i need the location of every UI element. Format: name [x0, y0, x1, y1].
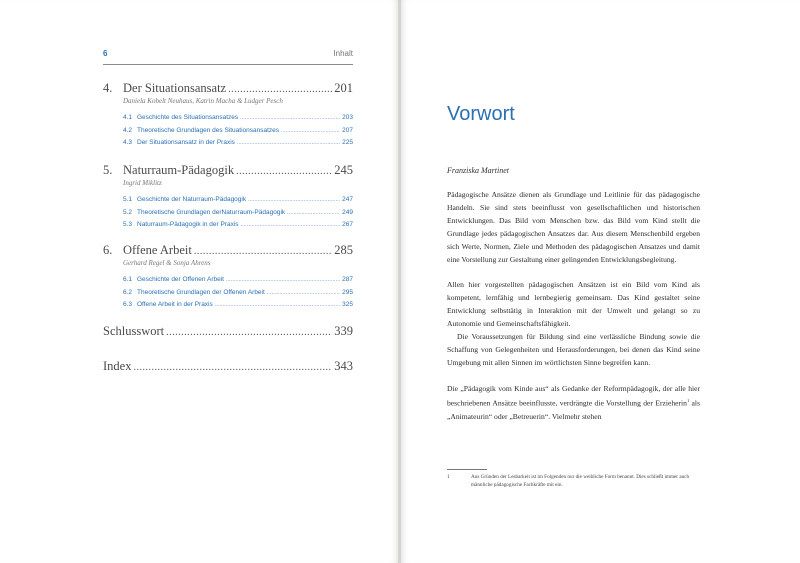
body-text: [447, 189, 700, 424]
chapter-page: 245: [334, 163, 353, 177]
page-number: 6: [103, 49, 108, 58]
toc-subsection[interactable]: [123, 137, 353, 150]
footnote-rule: [447, 469, 487, 470]
subsection-number: 4.3: [123, 139, 133, 146]
subsection-page: 203: [342, 114, 353, 121]
paragraph: Die Voraussetzungen für Bildung sind eine verlässliche Bindung sowie die Schaffung von Gelegenheiten und Herausforderungen, bei denen das Kind seine Umgebung mit allen Sinnen im wörtlichsten Sinne begreifen kann.: [447, 331, 700, 367]
toc-subsection[interactable]: [123, 125, 353, 138]
leader-dots: [133, 360, 332, 375]
footnote-reference[interactable]: 1: [686, 398, 690, 404]
subsection-title: Naturraum-Pädagogik in der Praxis: [137, 221, 239, 228]
footnote-number: 1: [447, 474, 450, 480]
toc-chapter-5: [103, 163, 353, 232]
toc-subsection[interactable]: [123, 274, 353, 287]
leader-dots: [267, 288, 340, 300]
subsection-page: 325: [342, 301, 353, 308]
toc-subsection[interactable]: [123, 207, 353, 220]
subsection-number: 4.2: [123, 126, 133, 134]
toc-chapter-4: [103, 81, 353, 150]
subsection-page: 247: [342, 196, 353, 203]
leader-dots: [241, 220, 341, 232]
footnote: [447, 473, 700, 489]
subsection-list: [103, 112, 353, 150]
chapter-page: 285: [334, 243, 353, 257]
entry-page: 343: [334, 359, 353, 373]
subsection-title: Geschichte des Situationsansatzes: [137, 114, 239, 121]
toc-subsection[interactable]: [123, 112, 353, 125]
leader-dots: [194, 244, 332, 259]
subsection-title: Offene Arbeit in der Praxis: [137, 301, 213, 308]
toc-end-entry[interactable]: [103, 324, 353, 340]
toc-chapter-entry[interactable]: [103, 81, 353, 97]
header-rule: [103, 64, 353, 65]
toc-end-entry[interactable]: [103, 359, 353, 375]
running-header-title: Inhalt: [333, 49, 353, 58]
leader-dots: [237, 138, 340, 150]
chapter-number: 5.: [103, 163, 113, 177]
leader-dots: [281, 126, 340, 138]
chapter-title: Der Situationsansatz: [123, 81, 227, 95]
footnote-text: Aus Gründen der Lesbarkeit ist im Folgenden nur die weibliche Form benannt. Dies schließt immer auch männliche pädagogische Fachkräfte mit ein.: [471, 474, 690, 488]
subsection-number: 6.3: [123, 301, 133, 308]
leader-dots: [228, 82, 332, 97]
subsection-list: [103, 274, 353, 312]
leader-dots: [215, 300, 340, 312]
left-page: [0, 0, 398, 563]
leader-dots: [166, 325, 332, 340]
paragraph-text: Die „Pädagogik vom Kinde aus“ als Gedanke der Reformpädagogik, der alle hier beschriebenen Ansätze beeinflusste, verdrängte die Vorstellung der Erzieherin: [447, 383, 700, 408]
paragraph-with-footnote: [447, 383, 700, 424]
subsection-page: 287: [342, 276, 353, 283]
subsection-page: 267: [342, 221, 353, 228]
subsection-title: Der Situationsansatz in der Praxis: [137, 139, 235, 146]
chapter-authors: Daniela Kobelt Neuhaus, Katrin Macha & Ludger Pesch: [123, 97, 283, 105]
toc-subsection[interactable]: [123, 299, 353, 312]
toc-chapter-entry[interactable]: [103, 163, 353, 179]
page-header: [103, 49, 353, 61]
toc-schlusswort: [103, 324, 353, 340]
toc-chapter-6: [103, 243, 353, 312]
toc-subsection[interactable]: [123, 219, 353, 232]
subsection-page: 249: [342, 208, 353, 216]
chapter-title: Naturraum-Pädagogik: [123, 163, 235, 177]
subsection-title: Theoretische Grundlagen derNaturraum-Pädagogik: [137, 208, 286, 216]
entry-title: Schlusswort: [103, 324, 165, 338]
subsection-title: Theoretische Grundlagen des Situationsansatzes: [137, 126, 280, 134]
subsection-title: Geschichte der Naturraum-Pädagogik: [137, 196, 247, 203]
subsection-title: Theoretische Grundlagen der Offenen Arbeit: [137, 288, 265, 296]
subsection-number: 5.1: [123, 196, 133, 203]
toc-subsection[interactable]: [123, 287, 353, 300]
subsection-title: Geschichte der Offenen Arbeit: [137, 276, 224, 283]
page-title: Vorwort: [447, 103, 515, 125]
leader-dots: [236, 164, 332, 179]
subsection-number: 6.1: [123, 276, 133, 283]
paragraph-text: als „Animateurin“ oder „Betreuerin“. Vielmehr stehen: [447, 399, 700, 421]
subsection-number: 6.2: [123, 288, 133, 296]
paragraph: Pädagogische Ansätze dienen als Grundlage und Leitlinie für das pädagogische Handeln. Sie sind stets beeinflusst von gesellschaftlichen und historischen Entwicklungen. Das Bild vom Menschen bzw. das Bild vom Kind stellt die Grundlage jedes pädagogischen Ansatzes dar. Aus diesem Menschenbild ergeben sich Werte, Normen, Ziele und Methoden des pädagogischen Ansatzes und damit eine Vorstellung zur Gestaltung einer gelingenden Entwicklungsbegleitung.: [447, 190, 700, 264]
author-name: Franziska Martinet: [447, 166, 509, 175]
subsection-page: 207: [342, 126, 353, 134]
entry-page: 339: [334, 324, 353, 338]
chapter-authors: Ingrid Miklitz: [123, 179, 162, 187]
chapter-number: 4.: [103, 81, 113, 95]
paragraph: Allen hier vorgestellten pädagogischen Ansätzen ist ein Bild vom Kind als kompetent, lernfähig und lernbegierig gemeinsam. Das Kind gestaltet seine Entwicklung selbsttätig in Interaktion mit der Umwelt und gelangt so zu Autonomie und Gemeinschaftsfähigkeit.: [447, 280, 700, 329]
right-page: [401, 0, 800, 563]
chapter-title: Offene Arbeit: [123, 243, 192, 257]
chapter-page: 201: [334, 81, 353, 95]
chapter-authors: Gerhard Regel & Sonja Ahrens: [123, 259, 211, 267]
subsection-list: [103, 194, 353, 232]
toc-chapter-entry[interactable]: [103, 243, 353, 259]
subsection-number: 4.1: [123, 114, 133, 121]
subsection-number: 5.3: [123, 221, 133, 228]
subsection-number: 5.2: [123, 208, 133, 216]
leader-dots: [240, 113, 340, 125]
subsection-page: 225: [342, 139, 353, 146]
toc-subsection[interactable]: [123, 194, 353, 207]
leader-dots: [287, 208, 340, 220]
leader-dots: [248, 195, 340, 207]
chapter-number: 6.: [103, 243, 113, 257]
subsection-page: 295: [342, 288, 353, 296]
entry-title: Index: [103, 359, 132, 373]
toc-index: [103, 359, 353, 375]
leader-dots: [226, 275, 340, 287]
